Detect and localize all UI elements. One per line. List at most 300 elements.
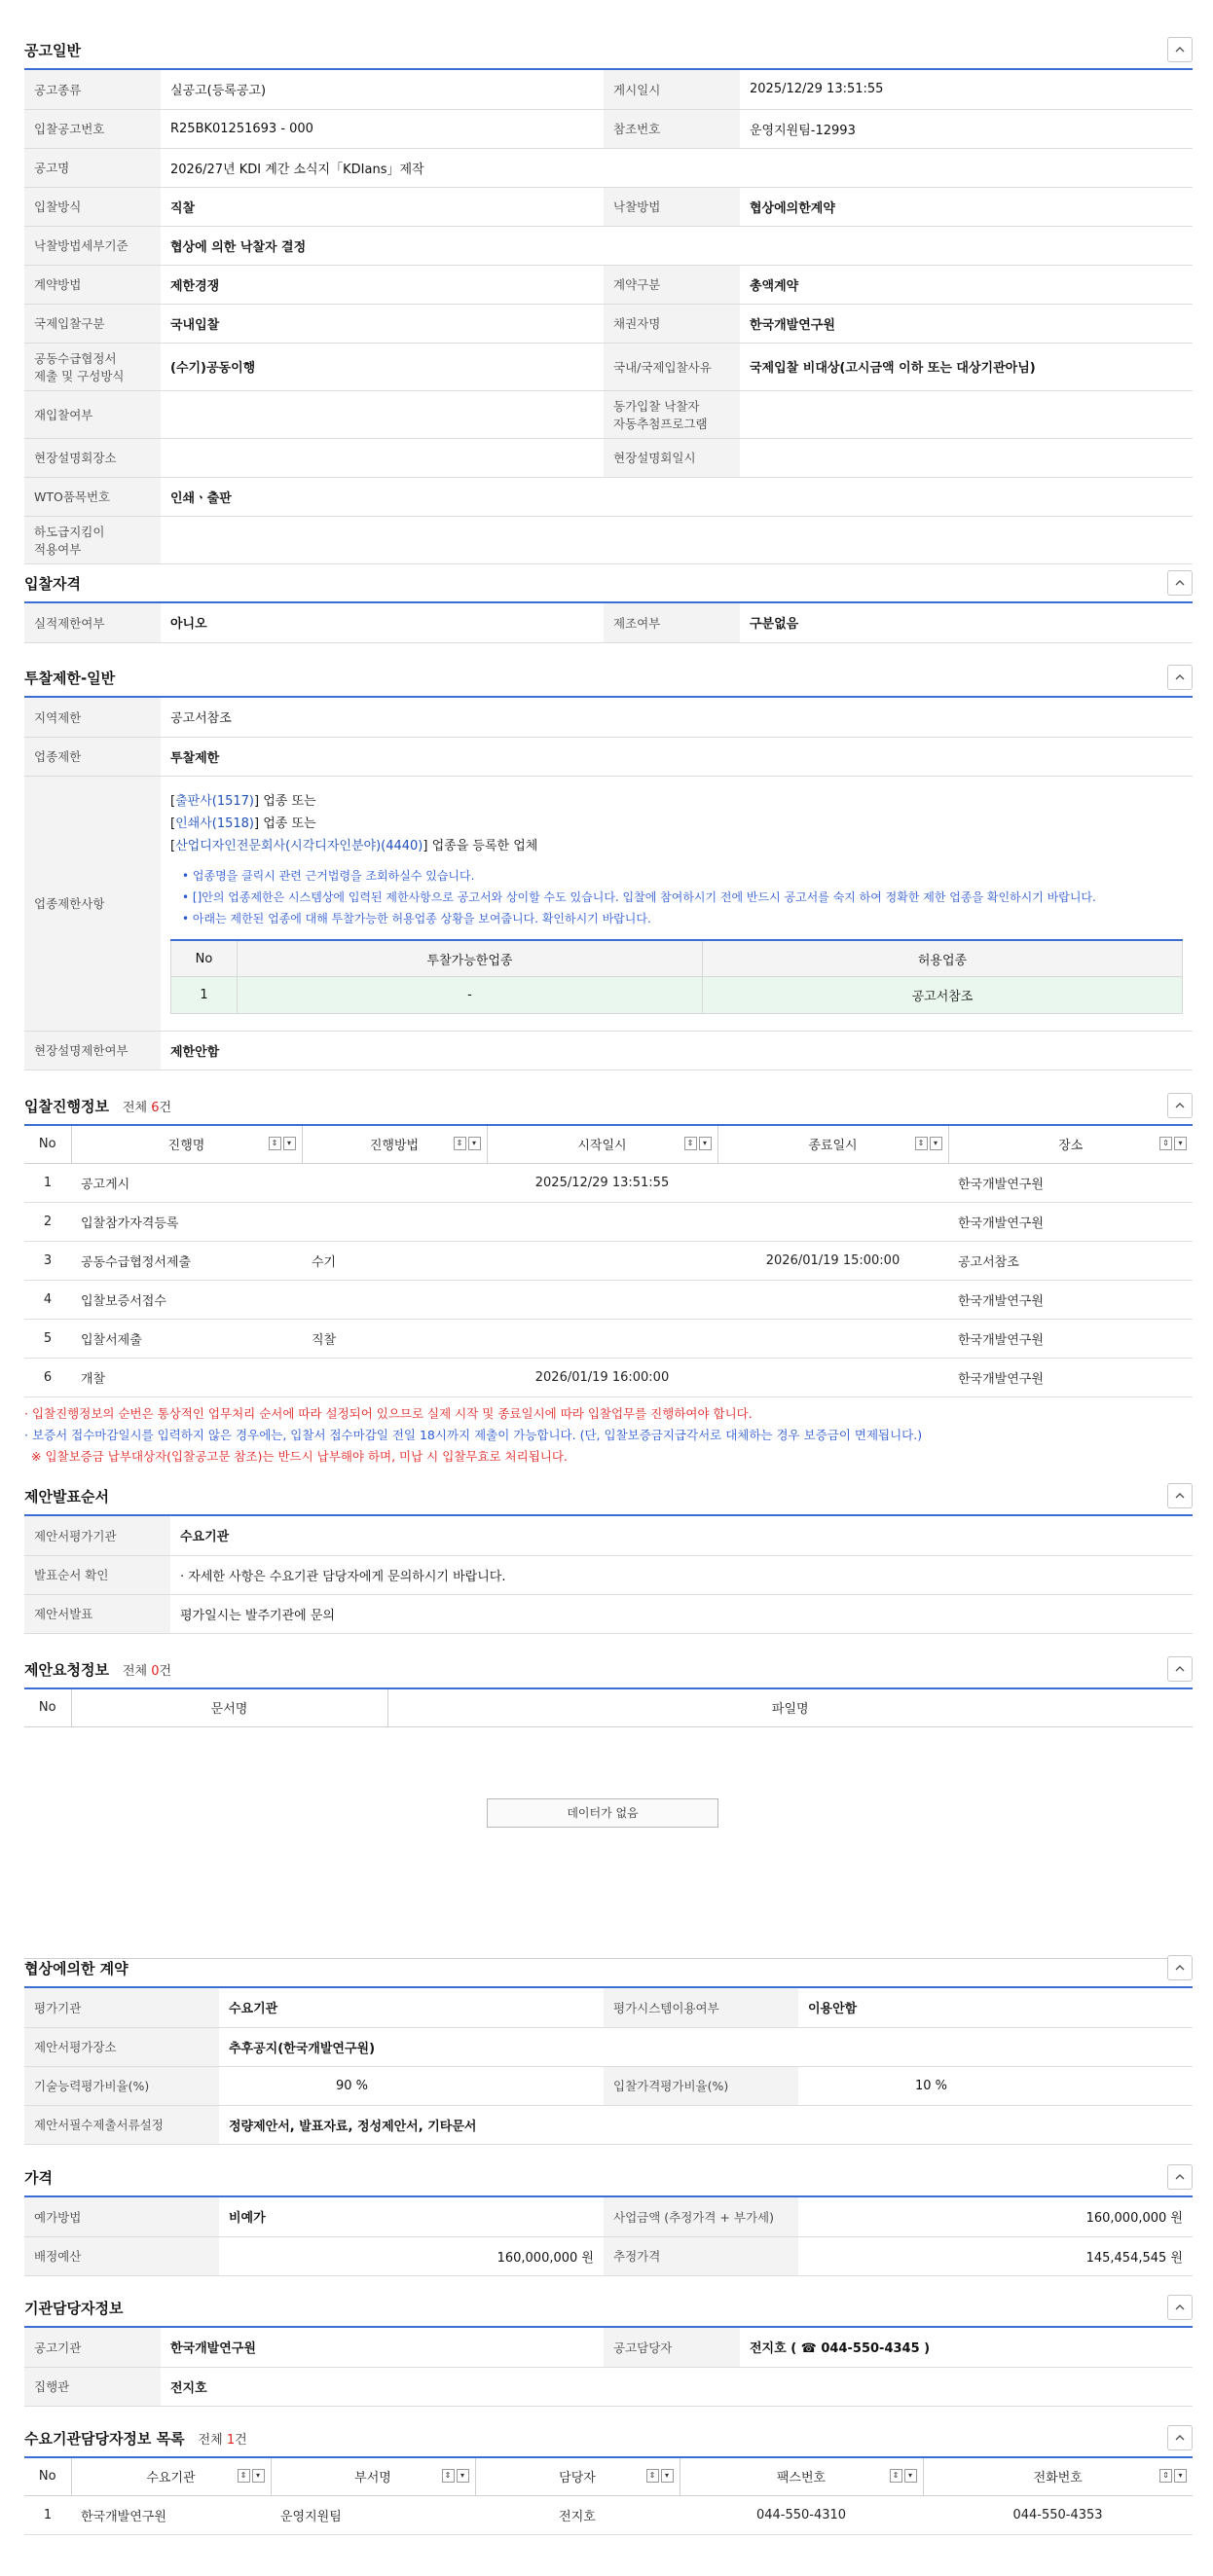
column-header-label: No (38, 1137, 56, 1152)
kv-row (24, 70, 1193, 109)
column-header[interactable] (717, 1126, 948, 1163)
field-value (161, 516, 1193, 563)
table-cell (302, 1358, 487, 1397)
count-value: 6 (151, 1100, 160, 1115)
no-data-message: 데이터가 없음 (487, 1798, 718, 1828)
field-label: 공고종류 (24, 70, 161, 109)
kv-row (24, 438, 1193, 477)
industry-line: [인쇄사(1518)] 업종 또는 (170, 816, 316, 831)
industry-note-text: []안의 업종제한은 시스템상에 입력된 제한사항으로 공고서와 상이할 수도 있습니다. 입찰에 참여하시기 전에 반드시 공고서를 숙지 하여 정확한 제한 업종을 확인하시기 바랍니다. (192, 889, 1096, 904)
column-header[interactable] (948, 1126, 1193, 1163)
filter-dropdown-icon[interactable]: ▾ (661, 2469, 674, 2483)
count-suffix: 건 (235, 2432, 247, 2448)
request-empty-area (24, 1727, 1193, 1959)
section-header (24, 1477, 1193, 1516)
kv-row (24, 1988, 1193, 2027)
table-cell: 공고서참조 (948, 1241, 1193, 1280)
restriction-table (24, 698, 1193, 1070)
filter-dropdown-icon[interactable]: ▾ (252, 2469, 265, 2483)
region-label: 지역제한 (24, 698, 161, 737)
table-cell (717, 1319, 948, 1358)
collapse-toggle-button[interactable] (1167, 2425, 1193, 2450)
field-label: 입찰공고번호 (24, 109, 161, 148)
field-value: 160,000,000 원 (219, 2236, 604, 2275)
field-value: 10 % (798, 2066, 1193, 2105)
sort-controls[interactable] (269, 1137, 296, 1150)
table-cell: 한국개발연구원 (71, 2495, 271, 2534)
section-title: 제안발표순서 (24, 1487, 109, 1506)
record-count (123, 1101, 171, 1115)
site-restrict-label: 현장설명제한여부 (24, 1031, 161, 1070)
collapse-toggle-button[interactable] (1167, 570, 1193, 596)
header-row (24, 1126, 1193, 1163)
field-value: · 자세한 사항은 수요기관 담당자에게 문의하시기 바랍니다. (170, 1555, 1193, 1594)
field-value: 구분없음 (740, 603, 1193, 642)
table-cell: 입찰보증서접수 (71, 1280, 302, 1319)
field-value: 160,000,000 원 (798, 2197, 1193, 2236)
field-label: 현장설명회장소 (24, 438, 161, 477)
industry-notes (182, 865, 1183, 929)
field-label: 평가기관 (24, 1988, 219, 2027)
filter-dropdown-icon[interactable]: ▾ (930, 1137, 942, 1150)
field-label: WTO품목번호 (24, 477, 161, 516)
field-label: 기술능력평가비율(%) (24, 2066, 219, 2105)
field-value: 한국개발연구원 (161, 2328, 604, 2367)
field-value: 145,454,545 원 (798, 2236, 1193, 2275)
industry-note-text: 아래는 제한된 업종에 대해 투찰가능한 허용업종 상황을 보여줍니다. 확인하시기 바랍니다. (192, 911, 651, 925)
collapse-toggle-button[interactable] (1167, 2164, 1193, 2190)
field-label: 공고기관 (24, 2328, 161, 2367)
table-cell (487, 1280, 717, 1319)
count-prefix: 전체 (122, 1100, 148, 1115)
table-cell (487, 1202, 717, 1241)
field-value: 직찰 (161, 187, 604, 226)
column-header[interactable] (71, 1126, 302, 1163)
collapse-toggle-button[interactable] (1167, 37, 1193, 62)
section-agency (24, 2289, 1193, 2407)
field-value: 총액계약 (740, 265, 1193, 304)
general-table (24, 70, 1193, 564)
field-label: 낙찰방법 (604, 187, 740, 226)
chevron-up-icon (1174, 44, 1186, 55)
field-value (161, 438, 604, 477)
industry-note: • 업종명을 클릭시 관련 근거법령을 조회하실수 있습니다. (182, 868, 475, 883)
progress-table (24, 1126, 1193, 1397)
field-label: 사업금액 (추정가격 + 부가세) (604, 2197, 798, 2236)
header-doc-name: 문서명 (71, 1689, 387, 1726)
table-cell: 1 (24, 2495, 71, 2534)
field-value (740, 438, 1193, 477)
agency-table (24, 2328, 1193, 2407)
count-value: 1 (226, 2432, 236, 2448)
record-count (123, 1664, 171, 1679)
sort-controls[interactable] (646, 2469, 674, 2483)
progress-note-2: · 보증서 접수마감일시를 입력하지 않은 경우에는, 입찰서 접수마감일 전일 18시까지 제출이 가능합니다. (단, 입찰보증금지급각서로 대체하는 경우 보증금이 면제됩니다.) (24, 1427, 923, 1442)
industry-note: • 아래는 제한된 업종에 대해 투찰가능한 허용업종 상황을 보여줍니다. 확인하시기 바랍니다. (182, 911, 651, 925)
filter-dropdown-icon[interactable]: ▾ (1174, 1137, 1187, 1150)
record-count (199, 2433, 247, 2448)
kv-row (24, 477, 1193, 516)
field-value: 국제입찰 비대상(고시금액 이하 또는 대상기관아님) (740, 343, 1193, 390)
table-cell (302, 1202, 487, 1241)
count-suffix: 건 (159, 1100, 172, 1115)
site-restrict-value: 제한안함 (161, 1031, 1193, 1070)
sort-toggle-icon[interactable]: ⇕ (269, 1137, 281, 1150)
table-cell: 공고게시 (71, 1163, 302, 1202)
table-cell: 044-550-4353 (923, 2495, 1193, 2534)
filter-dropdown-icon[interactable]: ▾ (457, 2469, 469, 2483)
field-value: 추후공지(한국개발연구원) (219, 2027, 1193, 2066)
industry-detail-cell (161, 776, 1193, 1031)
column-header[interactable] (487, 1126, 717, 1163)
table-row (24, 1319, 1193, 1358)
section-price (24, 2159, 1193, 2276)
field-label: 추정가격 (604, 2236, 798, 2275)
section-general (24, 31, 1193, 564)
field-value: 협상에 의한 낙찰자 결정 (161, 226, 1193, 265)
table-cell: 044-550-4310 (680, 2495, 923, 2534)
progress-note-3: ※ 입찰보증금 납부대상자(입찰공고문 참조)는 반드시 납부해야 하며, 미납 시 입찰무효로 처리됩니다. (31, 1448, 568, 1464)
sort-controls[interactable] (1159, 1137, 1187, 1150)
table-cell: 6 (24, 1358, 71, 1397)
table-cell (717, 1358, 948, 1397)
field-value: R25BK01251693 - 000 (161, 109, 604, 148)
field-label: 제안서필수제출서류설정 (24, 2105, 219, 2144)
table-cell: 5 (24, 1319, 71, 1358)
column-header[interactable] (680, 2458, 923, 2495)
inner-header-permitted: 허용업종 (703, 940, 1183, 977)
field-label: 공동수급협정서 제출 및 구성방식 (24, 343, 161, 390)
field-value: 아니오 (161, 603, 604, 642)
field-value: 제한경쟁 (161, 265, 604, 304)
industry-code-link[interactable]: 출판사(1517) (175, 793, 254, 809)
field-value: 2025/12/29 13:51:55 (740, 70, 1193, 109)
field-label: 게시일시 (604, 70, 740, 109)
field-value: 2026/27년 KDI 계간 소식지「KDIans」제작 (161, 148, 1193, 187)
field-label: 집행관 (24, 2367, 161, 2406)
demand-table (24, 2458, 1193, 2535)
table-cell: 직찰 (302, 1319, 487, 1358)
filter-dropdown-icon[interactable]: ▾ (699, 1137, 712, 1150)
column-header[interactable] (271, 2458, 475, 2495)
column-header-label: 수요기관 (146, 2471, 196, 2486)
field-label: 공고담당자 (604, 2328, 740, 2367)
field-label: 재입찰여부 (24, 390, 161, 438)
industry-line: [출판사(1517)] 업종 또는 (170, 793, 316, 809)
field-value: 인쇄ㆍ출판 (161, 477, 1193, 516)
table-cell (487, 1319, 717, 1358)
kv-row (24, 187, 1193, 226)
field-value: 평가일시는 발주기관에 문의 (170, 1594, 1193, 1633)
field-value: 운영지원팀-12993 (740, 109, 1193, 148)
kv-row (24, 2066, 1193, 2105)
progress-note-1: · 입찰진행정보의 순번은 통상적인 업무처리 순서에 따라 설정되어 있으므로 실제 시작 및 종료일시에 따라 입찰업무를 진행하여야 합니다. (24, 1405, 753, 1421)
section-header (24, 31, 1193, 70)
field-label: 국내/국제입찰사유 (604, 343, 740, 390)
request-table (24, 1689, 1193, 1727)
field-label: 제조여부 (604, 603, 740, 642)
count-prefix: 전체 (198, 2432, 223, 2448)
kv-row (24, 2197, 1193, 2236)
header-file-name: 파일명 (387, 1689, 1193, 1726)
industry-lines (170, 790, 1183, 857)
inner-header-allowed: 투찰가능한업종 (238, 940, 703, 977)
table-cell: 공동수급협정서제출 (71, 1241, 302, 1280)
table-cell (302, 1280, 487, 1319)
field-label: 입찰방식 (24, 187, 161, 226)
section-title: 입찰자격 (24, 574, 81, 593)
field-value (161, 390, 604, 438)
column-header-label: 팩스번호 (776, 2471, 827, 2486)
field-value: 비예가 (219, 2197, 604, 2236)
table-row (24, 1202, 1193, 1241)
table-cell: 2 (24, 1202, 71, 1241)
collapse-toggle-button[interactable] (1167, 1483, 1193, 1508)
table-cell: 한국개발연구원 (948, 1280, 1193, 1319)
table-cell: 운영지원팀 (271, 2495, 475, 2534)
column-header[interactable] (923, 2458, 1193, 2495)
filter-dropdown-icon[interactable]: ▾ (468, 1137, 481, 1150)
sort-toggle-icon[interactable]: ⇕ (890, 2469, 902, 2483)
table-cell: 2025/12/29 13:51:55 (487, 1163, 717, 1202)
collapse-toggle-button[interactable] (1167, 1656, 1193, 1682)
section-header (24, 659, 1193, 698)
industry-code-link[interactable]: 인쇄사(1518) (175, 816, 254, 831)
allowed-industry-table (170, 939, 1183, 1015)
section-header (24, 2289, 1193, 2328)
field-value: 실공고(등록공고) (161, 70, 604, 109)
table-row (24, 1280, 1193, 1319)
table-cell: 3 (24, 1241, 71, 1280)
field-value: 전지호 ( ☎ 044-550-4345 ) (740, 2328, 1193, 2367)
industry-label: 업종제한 (24, 737, 161, 776)
chevron-up-icon (1174, 577, 1186, 589)
collapse-toggle-button[interactable] (1167, 2295, 1193, 2320)
column-header-label: 진행방법 (369, 1139, 420, 1154)
industry-code-link[interactable]: 산업디자인전문회사(시각디자인분야)(4440) (175, 838, 423, 853)
kv-row (24, 2236, 1193, 2275)
table-cell (717, 1280, 948, 1319)
kv-row (24, 343, 1193, 390)
sort-toggle-icon[interactable]: ⇕ (646, 2469, 659, 2483)
section-header (24, 1087, 1193, 1126)
table-row (24, 1241, 1193, 1280)
column-header (24, 2458, 71, 2495)
section-presentation (24, 1477, 1193, 1634)
count-value: 0 (151, 1663, 160, 1679)
section-title-text: 수요기관담당자정보 목록 (24, 2429, 185, 2448)
header-no: No (24, 1689, 71, 1726)
section-header (24, 2159, 1193, 2197)
column-header[interactable] (71, 2458, 271, 2495)
section-title: 가격 (24, 2168, 53, 2187)
collapse-toggle-button[interactable] (1167, 1093, 1193, 1118)
column-header[interactable] (302, 1126, 487, 1163)
chevron-up-icon (1174, 2302, 1186, 2313)
kv-row (24, 516, 1193, 563)
header-row (24, 2458, 1193, 2495)
kv-row (24, 109, 1193, 148)
inner-header-no: No (171, 940, 238, 977)
table-cell: 개찰 (71, 1358, 302, 1397)
table-row (24, 1358, 1193, 1397)
presentation-table (24, 1516, 1193, 1634)
filter-dropdown-icon[interactable]: ▾ (1174, 2469, 1187, 2483)
inner-cell-permitted: 공고서참조 (703, 977, 1183, 1014)
industry-detail-label: 업종제한사항 (24, 776, 161, 1031)
kv-row (24, 2027, 1193, 2066)
table-cell (487, 1241, 717, 1280)
section-title (24, 2428, 247, 2449)
chevron-up-icon (1174, 1490, 1186, 1502)
column-header-label: 종료일시 (808, 1139, 858, 1154)
field-value: 정량제안서, 발표자료, 정성제안서, 기타문서 (219, 2105, 1193, 2144)
collapse-toggle-button[interactable] (1167, 665, 1193, 690)
filter-dropdown-icon[interactable]: ▾ (283, 1137, 296, 1150)
field-label: 평가시스템이용여부 (604, 1988, 798, 2027)
table-cell: 수기 (302, 1241, 487, 1280)
chevron-up-icon (1174, 1962, 1186, 1974)
sort-toggle-icon[interactable]: ⇕ (1159, 1137, 1172, 1150)
section-title: 기관담당자정보 (24, 2299, 124, 2317)
section-demand (24, 2419, 1193, 2535)
chevron-up-icon (1174, 1100, 1186, 1111)
industry-line-suffix: 업종 또는 (259, 816, 316, 831)
section-restriction (24, 659, 1193, 1070)
industry-line-suffix: 업종을 등록한 업체 (427, 838, 538, 853)
industry-value: 투찰제한 (161, 737, 1193, 776)
field-label: 제안서평가기관 (24, 1516, 170, 1555)
sort-toggle-icon[interactable]: ⇕ (238, 2469, 250, 2483)
field-value: 90 % (219, 2066, 604, 2105)
field-label: 배정예산 (24, 2236, 219, 2275)
kv-row (24, 148, 1193, 187)
column-header-label: 시작일시 (577, 1139, 627, 1154)
section-header (24, 1651, 1193, 1689)
field-label: 국제입찰구분 (24, 304, 161, 343)
section-header (24, 564, 1193, 603)
field-label: 발표순서 확인 (24, 1555, 170, 1594)
field-label: 입찰가격평가비율(%) (604, 2066, 798, 2105)
field-label: 하도급지킴이 적용여부 (24, 516, 161, 563)
section-progress (24, 1087, 1193, 1468)
sort-controls[interactable] (454, 1137, 481, 1150)
field-value: 한국개발연구원 (740, 304, 1193, 343)
section-header (24, 1949, 1193, 1988)
section-title: 투찰제한-일반 (24, 669, 116, 687)
field-value: 전지호 (161, 2367, 1193, 2406)
section-negotiation (24, 1949, 1193, 2145)
field-label: 공고명 (24, 148, 161, 187)
industry-note: • []안의 업종제한은 시스템상에 입력된 제한사항으로 공고서와 상이할 수도 있습니다. 입찰에 참여하시기 전에 반드시 공고서를 숙지 하여 정확한 제한 업종을 확인하시기 바랍니다. (182, 889, 1096, 904)
table-cell: 2026/01/19 15:00:00 (717, 1241, 948, 1280)
sort-controls[interactable] (442, 2469, 469, 2483)
chevron-up-icon (1174, 2432, 1186, 2444)
table-cell: 한국개발연구원 (948, 1163, 1193, 1202)
section-header (24, 2419, 1193, 2458)
section-title: 협상에의한 계약 (24, 1959, 129, 1977)
filter-dropdown-icon[interactable]: ▾ (904, 2469, 917, 2483)
column-header-label: 부서명 (354, 2471, 391, 2486)
field-label: 계약방법 (24, 265, 161, 304)
section-qualification (24, 564, 1193, 643)
field-label: 실적제한여부 (24, 603, 161, 642)
sort-controls[interactable] (915, 1137, 942, 1150)
field-label: 예가방법 (24, 2197, 219, 2236)
chevron-up-icon (1174, 1663, 1186, 1675)
field-value: 수요기관 (170, 1516, 1193, 1555)
chevron-up-icon (1174, 2171, 1186, 2183)
kv-row (24, 2367, 1193, 2406)
column-header-label: No (38, 2469, 56, 2485)
sort-toggle-icon[interactable]: ⇕ (1159, 2469, 1172, 2483)
negotiation-table (24, 1988, 1193, 2145)
field-value: 수요기관 (219, 1988, 604, 2027)
sort-controls[interactable] (890, 2469, 917, 2483)
section-title (24, 1096, 171, 1116)
table-row (24, 1163, 1193, 1202)
field-value: 국내입찰 (161, 304, 604, 343)
inner-cell-no: 1 (171, 977, 238, 1014)
count-prefix: 전체 (122, 1663, 148, 1679)
table-cell: 한국개발연구원 (948, 1319, 1193, 1358)
table-cell (717, 1163, 948, 1202)
table-cell: 한국개발연구원 (948, 1202, 1193, 1241)
column-header-label: 담당자 (559, 2471, 596, 2486)
table-cell (302, 1163, 487, 1202)
kv-row (24, 390, 1193, 438)
kv-row (24, 2328, 1193, 2367)
column-header-label: 전화번호 (1033, 2471, 1083, 2486)
industry-line: [산업디자인전문회사(시각디자인분야)(4440)] 업종을 등록한 업체 (170, 838, 538, 853)
field-value (740, 390, 1193, 438)
chevron-up-icon (1174, 671, 1186, 683)
sort-toggle-icon[interactable]: ⇕ (442, 2469, 455, 2483)
sort-controls[interactable] (1159, 2469, 1187, 2483)
sort-controls[interactable] (684, 1137, 712, 1150)
industry-note-text: 업종명을 클릭시 관련 근거법령을 조회하실수 있습니다. (192, 868, 475, 883)
region-value: 공고서참조 (161, 698, 1193, 737)
column-header-label: 진행명 (167, 1139, 205, 1154)
kv-row (24, 1516, 1193, 1555)
sort-controls[interactable] (238, 2469, 265, 2483)
table-cell: 2026/01/19 16:00:00 (487, 1358, 717, 1397)
qualification-table (24, 603, 1193, 643)
sort-toggle-icon[interactable]: ⇕ (915, 1137, 928, 1150)
section-title-text: 입찰진행정보 (24, 1097, 109, 1115)
collapse-toggle-button[interactable] (1167, 1955, 1193, 1980)
section-title: 공고일반 (24, 41, 81, 59)
field-label: 동가입찰 낙찰자 자동추첨프로그램 (604, 390, 740, 438)
field-label: 현장설명회일시 (604, 438, 740, 477)
industry-line-suffix: 업종 또는 (259, 793, 316, 809)
column-header[interactable] (475, 2458, 680, 2495)
inner-cell-allowed: - (238, 977, 703, 1014)
sort-toggle-icon[interactable]: ⇕ (454, 1137, 466, 1150)
field-label: 참조번호 (604, 109, 740, 148)
sort-toggle-icon[interactable]: ⇕ (684, 1137, 697, 1150)
price-table (24, 2197, 1193, 2276)
field-label: 채권자명 (604, 304, 740, 343)
table-cell (717, 1202, 948, 1241)
field-value: 이용안함 (798, 1988, 1193, 2027)
kv-row (24, 265, 1193, 304)
column-header-label: 장소 (1058, 1139, 1084, 1154)
table-cell: 전지호 (475, 2495, 680, 2534)
table-cell: 1 (24, 1163, 71, 1202)
field-label: 계약구분 (604, 265, 740, 304)
table-cell: 입찰서제출 (71, 1319, 302, 1358)
